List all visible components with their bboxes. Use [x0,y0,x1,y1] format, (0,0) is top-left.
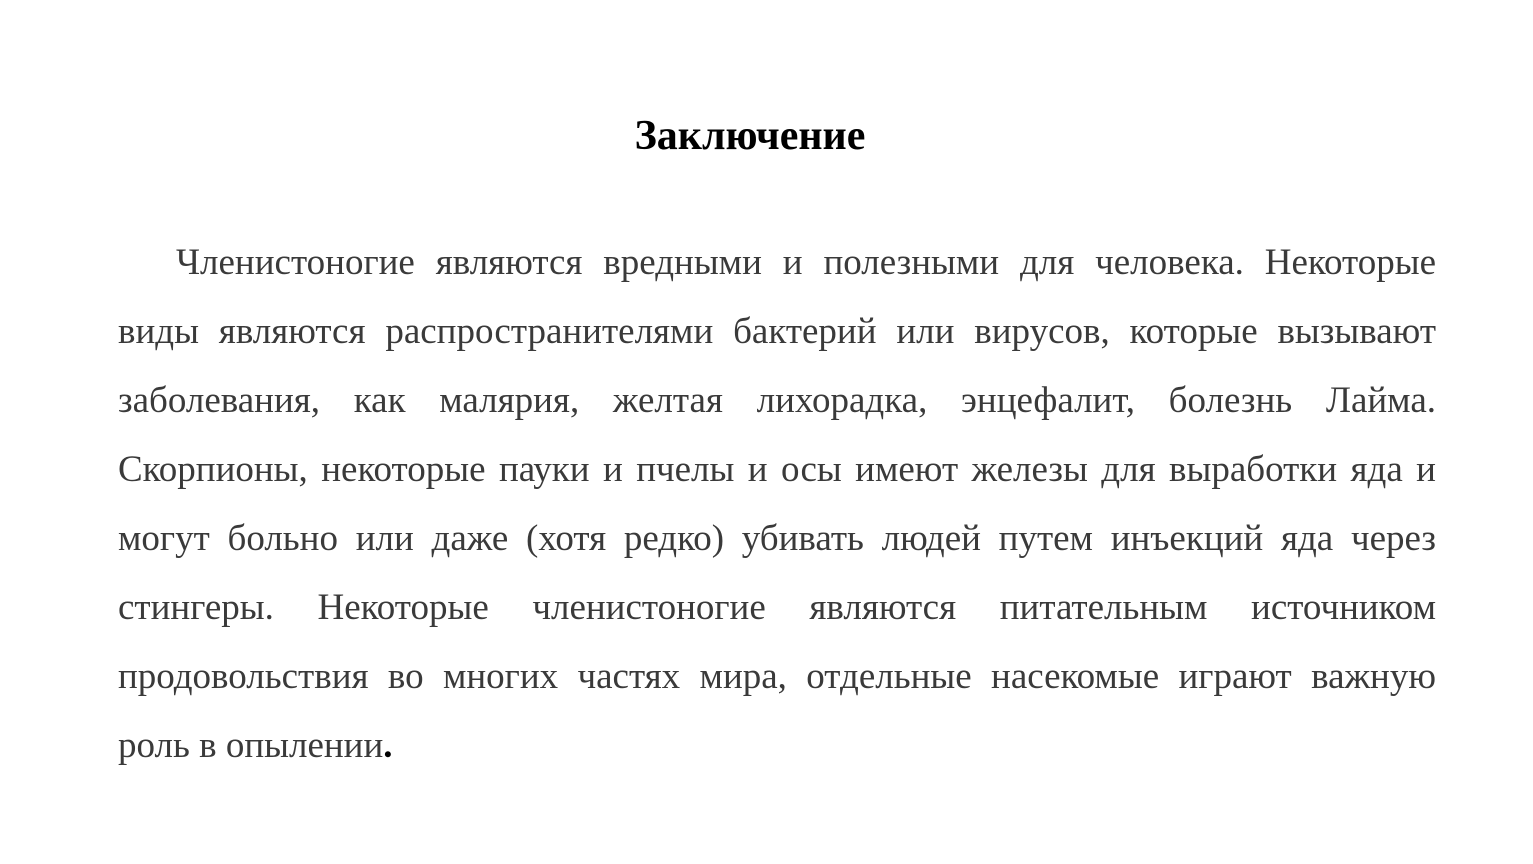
conclusion-paragraph [118,228,1436,780]
paragraph-text: Членистоногие являются вредными и полезными для человека. Некоторые виды являются распространителями бактерий или вирусов, которые вызывают заболевания, как малярия, желтая лихорадка, энцефалит, болезнь Лайма. Скорпионы, некоторые пауки и пчелы и осы имеют железы для выработки яда и могут больно или даже (хотя редко) убивать людей путем инъекций яда через стингеры. Некоторые членистоногие являются питательным источником продовольствия во многих частях мира, отдельные насекомые играют важную роль в опылении [118,242,1436,766]
paragraph-final-period: . [383,725,393,766]
page-title: Заключение [634,113,866,159]
